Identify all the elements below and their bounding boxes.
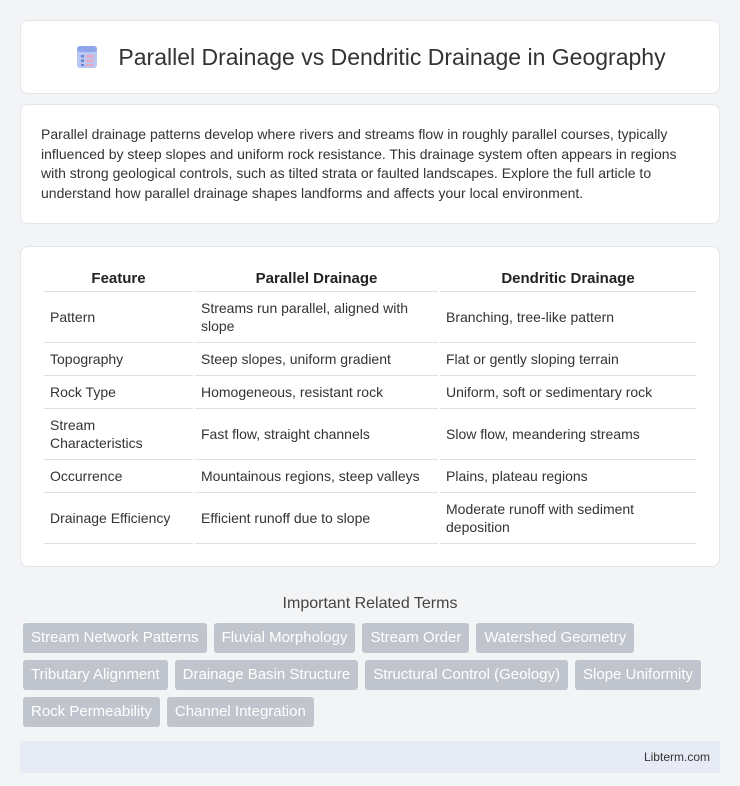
footer xyxy=(20,741,720,773)
document-list-icon xyxy=(74,44,100,70)
tag-fluvial-morphology[interactable]: Fluvial Morphology xyxy=(214,623,356,653)
cell-parallel: Mountainous regions, steep valleys xyxy=(195,460,438,493)
cell-dendritic: Moderate runoff with sediment deposition xyxy=(440,493,696,544)
tag-stream-order[interactable]: Stream Order xyxy=(362,623,469,653)
header-feature: Feature xyxy=(44,267,193,292)
cell-dendritic: Plains, plateau regions xyxy=(440,460,696,493)
tag-rock-permeability[interactable]: Rock Permeability xyxy=(23,697,160,727)
tag-channel-integration[interactable]: Channel Integration xyxy=(167,697,314,727)
related-terms-tags xyxy=(20,623,720,727)
related-terms-section xyxy=(20,595,720,727)
cell-feature: Drainage Efficiency xyxy=(44,493,193,544)
header-parallel: Parallel Drainage xyxy=(195,267,438,292)
cell-feature: Pattern xyxy=(44,292,193,343)
header-card xyxy=(20,20,720,94)
header-dendritic: Dendritic Drainage xyxy=(440,267,696,292)
table-row xyxy=(44,460,696,493)
table-header-row xyxy=(44,267,696,292)
intro-paragraph: Parallel drainage patterns develop where rivers and streams flow in roughly parallel courses, typically influenced by steep slopes and uniform rock resistance. This drainage system often appears in regions with strong geological controls, such as tilted strata or faulted landscapes. Explore the full article to understand how parallel drainage shapes landforms and affects your local environment. xyxy=(41,126,677,201)
cell-dendritic: Flat or gently sloping terrain xyxy=(440,343,696,376)
cell-parallel: Efficient runoff due to slope xyxy=(195,493,438,544)
cell-feature: Occurrence xyxy=(44,460,193,493)
table-row xyxy=(44,409,696,460)
cell-feature: Stream Characteristics xyxy=(44,409,193,460)
cell-parallel: Homogeneous, resistant rock xyxy=(195,376,438,409)
comparison-table xyxy=(42,267,698,544)
cell-dendritic: Slow flow, meandering streams xyxy=(440,409,696,460)
tag-slope-uniformity[interactable]: Slope Uniformity xyxy=(575,660,701,690)
page-title: Parallel Drainage vs Dendritic Drainage in Geography xyxy=(118,43,666,70)
cell-dendritic: Uniform, soft or sedimentary rock xyxy=(440,376,696,409)
cell-feature: Topography xyxy=(44,343,193,376)
intro-card xyxy=(20,104,720,224)
tag-watershed-geometry[interactable]: Watershed Geometry xyxy=(476,623,634,653)
cell-dendritic: Branching, tree-like pattern xyxy=(440,292,696,343)
cell-parallel: Steep slopes, uniform gradient xyxy=(195,343,438,376)
comparison-table-card xyxy=(20,246,720,567)
cell-feature: Rock Type xyxy=(44,376,193,409)
tag-stream-network-patterns[interactable]: Stream Network Patterns xyxy=(23,623,207,653)
cell-parallel: Streams run parallel, aligned with slope xyxy=(195,292,438,343)
related-terms-title: Important Related Terms xyxy=(282,595,458,612)
table-row xyxy=(44,493,696,544)
tag-drainage-basin-structure[interactable]: Drainage Basin Structure xyxy=(175,660,359,690)
footer-site-link[interactable]: Libterm.com xyxy=(643,750,710,764)
table-row xyxy=(44,376,696,409)
cell-parallel: Fast flow, straight channels xyxy=(195,409,438,460)
table-row xyxy=(44,343,696,376)
tag-structural-control[interactable]: Structural Control (Geology) xyxy=(365,660,568,690)
table-row xyxy=(44,292,696,343)
tag-tributary-alignment[interactable]: Tributary Alignment xyxy=(23,660,168,690)
